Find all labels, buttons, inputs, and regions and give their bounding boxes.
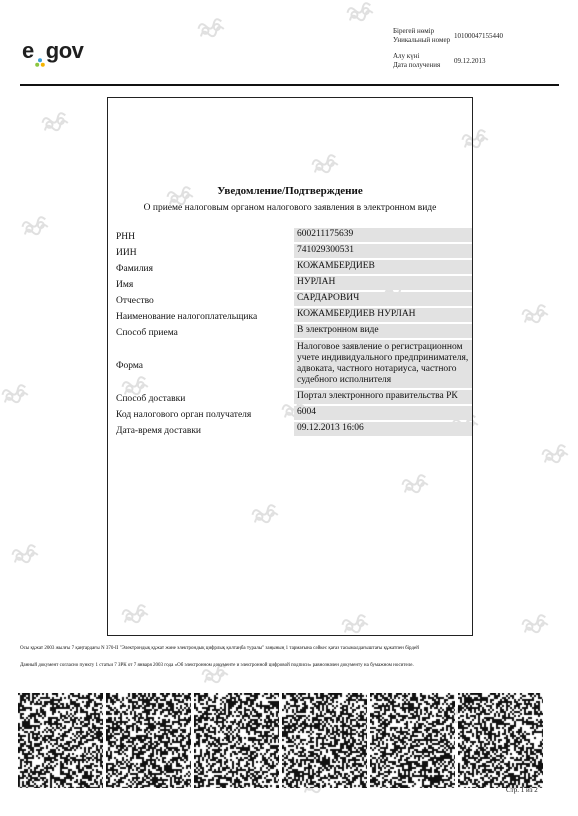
logo-prefix: e [22, 38, 34, 63]
watermark-ornament-icon [17, 207, 60, 245]
row-label: Способ приема [116, 328, 178, 338]
signature-code-image [106, 693, 191, 788]
signature-code-image [194, 693, 279, 788]
row-label: Имя [116, 280, 134, 290]
row-label: Способ доставки [116, 394, 186, 404]
meta-label-ru: Дата получения [393, 61, 441, 69]
watermark-ornament-icon [517, 605, 560, 643]
row-label: ИИН [116, 248, 137, 258]
row-label: Фамилия [116, 264, 154, 274]
meta-value: 09.12.2013 [454, 57, 486, 65]
signature-code-image [458, 693, 543, 788]
document-title: Уведомление/Подтверждение [217, 185, 363, 197]
page-number: Стр. 1 из 2 [506, 786, 538, 794]
digital-signature-codes [18, 693, 543, 788]
notification-frame [107, 97, 473, 636]
row-value: САРДАРОВИЧ [294, 292, 472, 306]
row-label: РНН [116, 232, 136, 242]
watermark-ornament-icon [0, 375, 39, 413]
watermark-ornament-icon [537, 435, 578, 473]
watermark-ornament-icon [197, 655, 240, 693]
logo-suffix: gov [45, 38, 84, 63]
row-value: Налоговое заявление о регистрационном учете индивидуального предпринимателя, адвоката, частного нотариуса, частного судебного исполнителя [294, 340, 472, 388]
row-label: Отчество [116, 296, 154, 306]
watermark-ornament-icon [7, 535, 50, 573]
row-value: В электронном виде [294, 324, 472, 338]
meta-label-ru: Уникальный номер [393, 36, 451, 44]
watermark-ornament-icon [193, 9, 236, 47]
row-value: КОЖАМБЕРДИЕВ НУРЛАН [294, 308, 472, 322]
table-row [116, 406, 472, 420]
row-value: 741029300531 [294, 244, 472, 258]
table-row [116, 308, 472, 322]
meta-value: 10100047155440 [454, 32, 503, 40]
row-value: 600211175639 [294, 228, 472, 242]
row-value: 09.12.2013 16:06 [294, 422, 472, 436]
table-row [116, 340, 472, 388]
table-row [116, 390, 472, 404]
meta-label-kz: Алу күні [393, 52, 420, 60]
table-row [116, 228, 472, 242]
table-row [116, 292, 472, 306]
details-table [116, 228, 472, 438]
signature-code-image [282, 693, 367, 788]
row-label: Наименование налогоплательщика [116, 312, 258, 322]
table-row [116, 276, 472, 290]
document-subtitle: О приеме налоговым органом налогового заявления в электронном виде [143, 203, 437, 213]
signature-code-image [370, 693, 455, 788]
signature-code-image [18, 693, 103, 788]
table-row [116, 324, 472, 338]
legal-note-kz: Осы құжат 2003 жылғы 7 қаңтардағы N 370-II "Электрондық құжат және электрондық цифрлық қолтаңба туралы" заңының 1 тармағына сәйкес қағаз тасымалдағыштағы құжатпен бірдей [20, 646, 419, 651]
row-value: НУРЛАН [294, 276, 472, 290]
row-value: 6004 [294, 406, 472, 420]
table-row [116, 260, 472, 274]
table-row [116, 244, 472, 258]
row-label: Код налогового орган получателя [116, 410, 252, 420]
watermark-ornament-icon [342, 0, 385, 31]
row-label: Дата-время доставки [116, 426, 202, 436]
legal-note-ru: Данный документ согласно пункту 1 статьи 7 ЗРК от 7 января 2003 года «Об электронном документе и электронной цифровой подписи» равнозначен документу на бумажном носителе. [20, 663, 414, 668]
row-value: Портал электронного правительства РК [294, 390, 472, 404]
watermark-ornament-icon [517, 295, 560, 333]
table-row [116, 422, 472, 436]
header-divider [20, 84, 559, 86]
row-label: Форма [116, 361, 144, 371]
meta-label-kz: Бірегей нөмір [393, 27, 435, 35]
watermark-ornament-icon [37, 103, 80, 141]
row-value: КОЖАМБЕРДИЕВ [294, 260, 472, 274]
logo-dot-icon [35, 48, 45, 58]
egov-logo [22, 38, 83, 64]
